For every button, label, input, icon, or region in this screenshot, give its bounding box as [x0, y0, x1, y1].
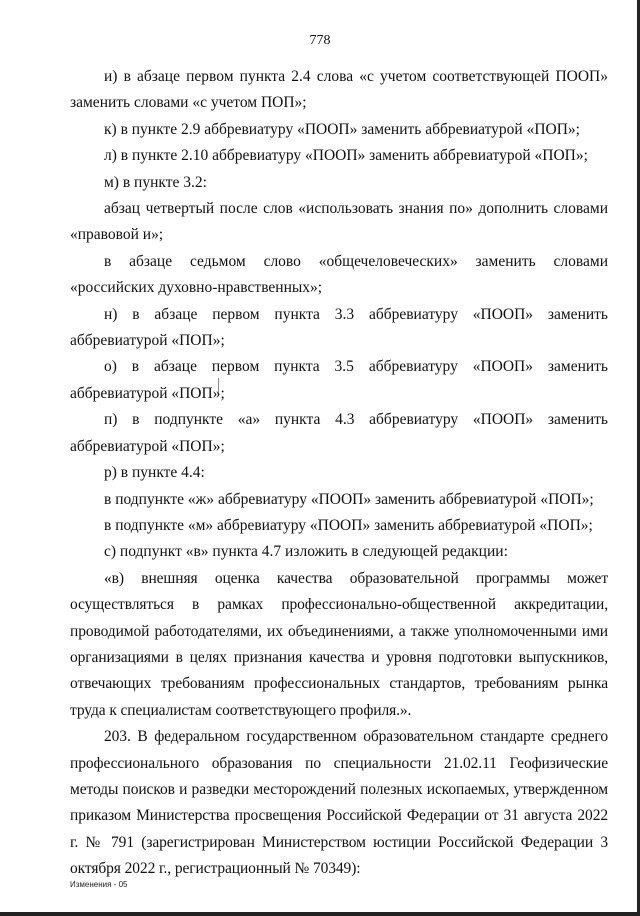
paragraph-i: и) в абзаце первом пункта 2.4 слова «с учетом соответствующей ПООП» заменить словами «с учетом ПОП»;: [70, 68, 608, 112]
document-body: [70, 64, 608, 883]
paragraph-m: м) в пункте 3.2:: [104, 173, 207, 191]
paragraph-n: н) в абзаце первом пункта 3.3 аббревиатуру «ПООП» заменить аббревиатурой «ПОП»;: [70, 305, 608, 350]
paragraph-r-1: в подпункте «ж» аббревиатуру «ПООП» заменить аббревиатурой «ПОП»;: [104, 490, 594, 508]
page-number: 778: [309, 33, 331, 48]
paragraph-l: л) в пункте 2.10 аббревиатуру «ПООП» заменить аббревиатурой «ПОП»;: [104, 147, 588, 165]
paragraph-r: р) в пункте 4.4:: [104, 464, 205, 482]
paragraph-k: к) в пункте 2.9 аббревиатуру «ПООП» заменить аббревиатурой «ПОП»;: [104, 120, 580, 138]
paragraph-p: п) в подпункте «а» пункта 4.3 аббревиатуру «ПООП» заменить аббревиатурой «ПОП»;: [70, 411, 608, 455]
paragraph-m-2: в абзаце седьмом слово «общечеловеческих» заменить словами «российских духовно-нравственных»;: [70, 252, 608, 297]
footer-note: Изменения - 05: [70, 880, 128, 889]
paragraph-o: о) в абзаце первом пункта 3.5 аббревиатуру «ПООП» заменить аббревиатурой «ПОП»;: [70, 358, 608, 402]
paragraph-s: с) подпункт «в» пункта 4.7 изложить в следующей редакции:: [104, 543, 508, 561]
paragraph-r-2: в подпункте «м» аббревиатуру «ПООП» заменить аббревиатурой «ПОП»;: [104, 516, 593, 534]
paragraph-quote: «в) внешняя оценка качества образовательной программы может осуществляться в рамках профессионально-общественной аккредитации, проводимой работодателями, их объединениями, а также уполномоченными ими организациями в целях признания качества и уровня подготовки выпускников, отвечающих требованиям профессиональных стандартов, требованиям рынка труда к специалистам соответствующего профиля.».: [70, 569, 608, 719]
scan-edge-bottom: [0, 912, 640, 916]
paragraph-203: 203. В федеральном государственном образовательном стандарте среднего профессионального образования по специальности 21.02.11 Геофизические методы поисков и разведки месторождений полезных ископаемых, утвержденном приказом Министерства просвещения Российской Федерации от 31 августа 2022 г. № 791 (зарегистрирован Министерством юстиции Российской Федерации 3 октября 2022 г., регистрационный № 70349):: [70, 728, 608, 878]
paragraph-m-1: абзац четвертый после слов «использовать знания по» дополнить словами «правовой и»;: [70, 200, 608, 244]
